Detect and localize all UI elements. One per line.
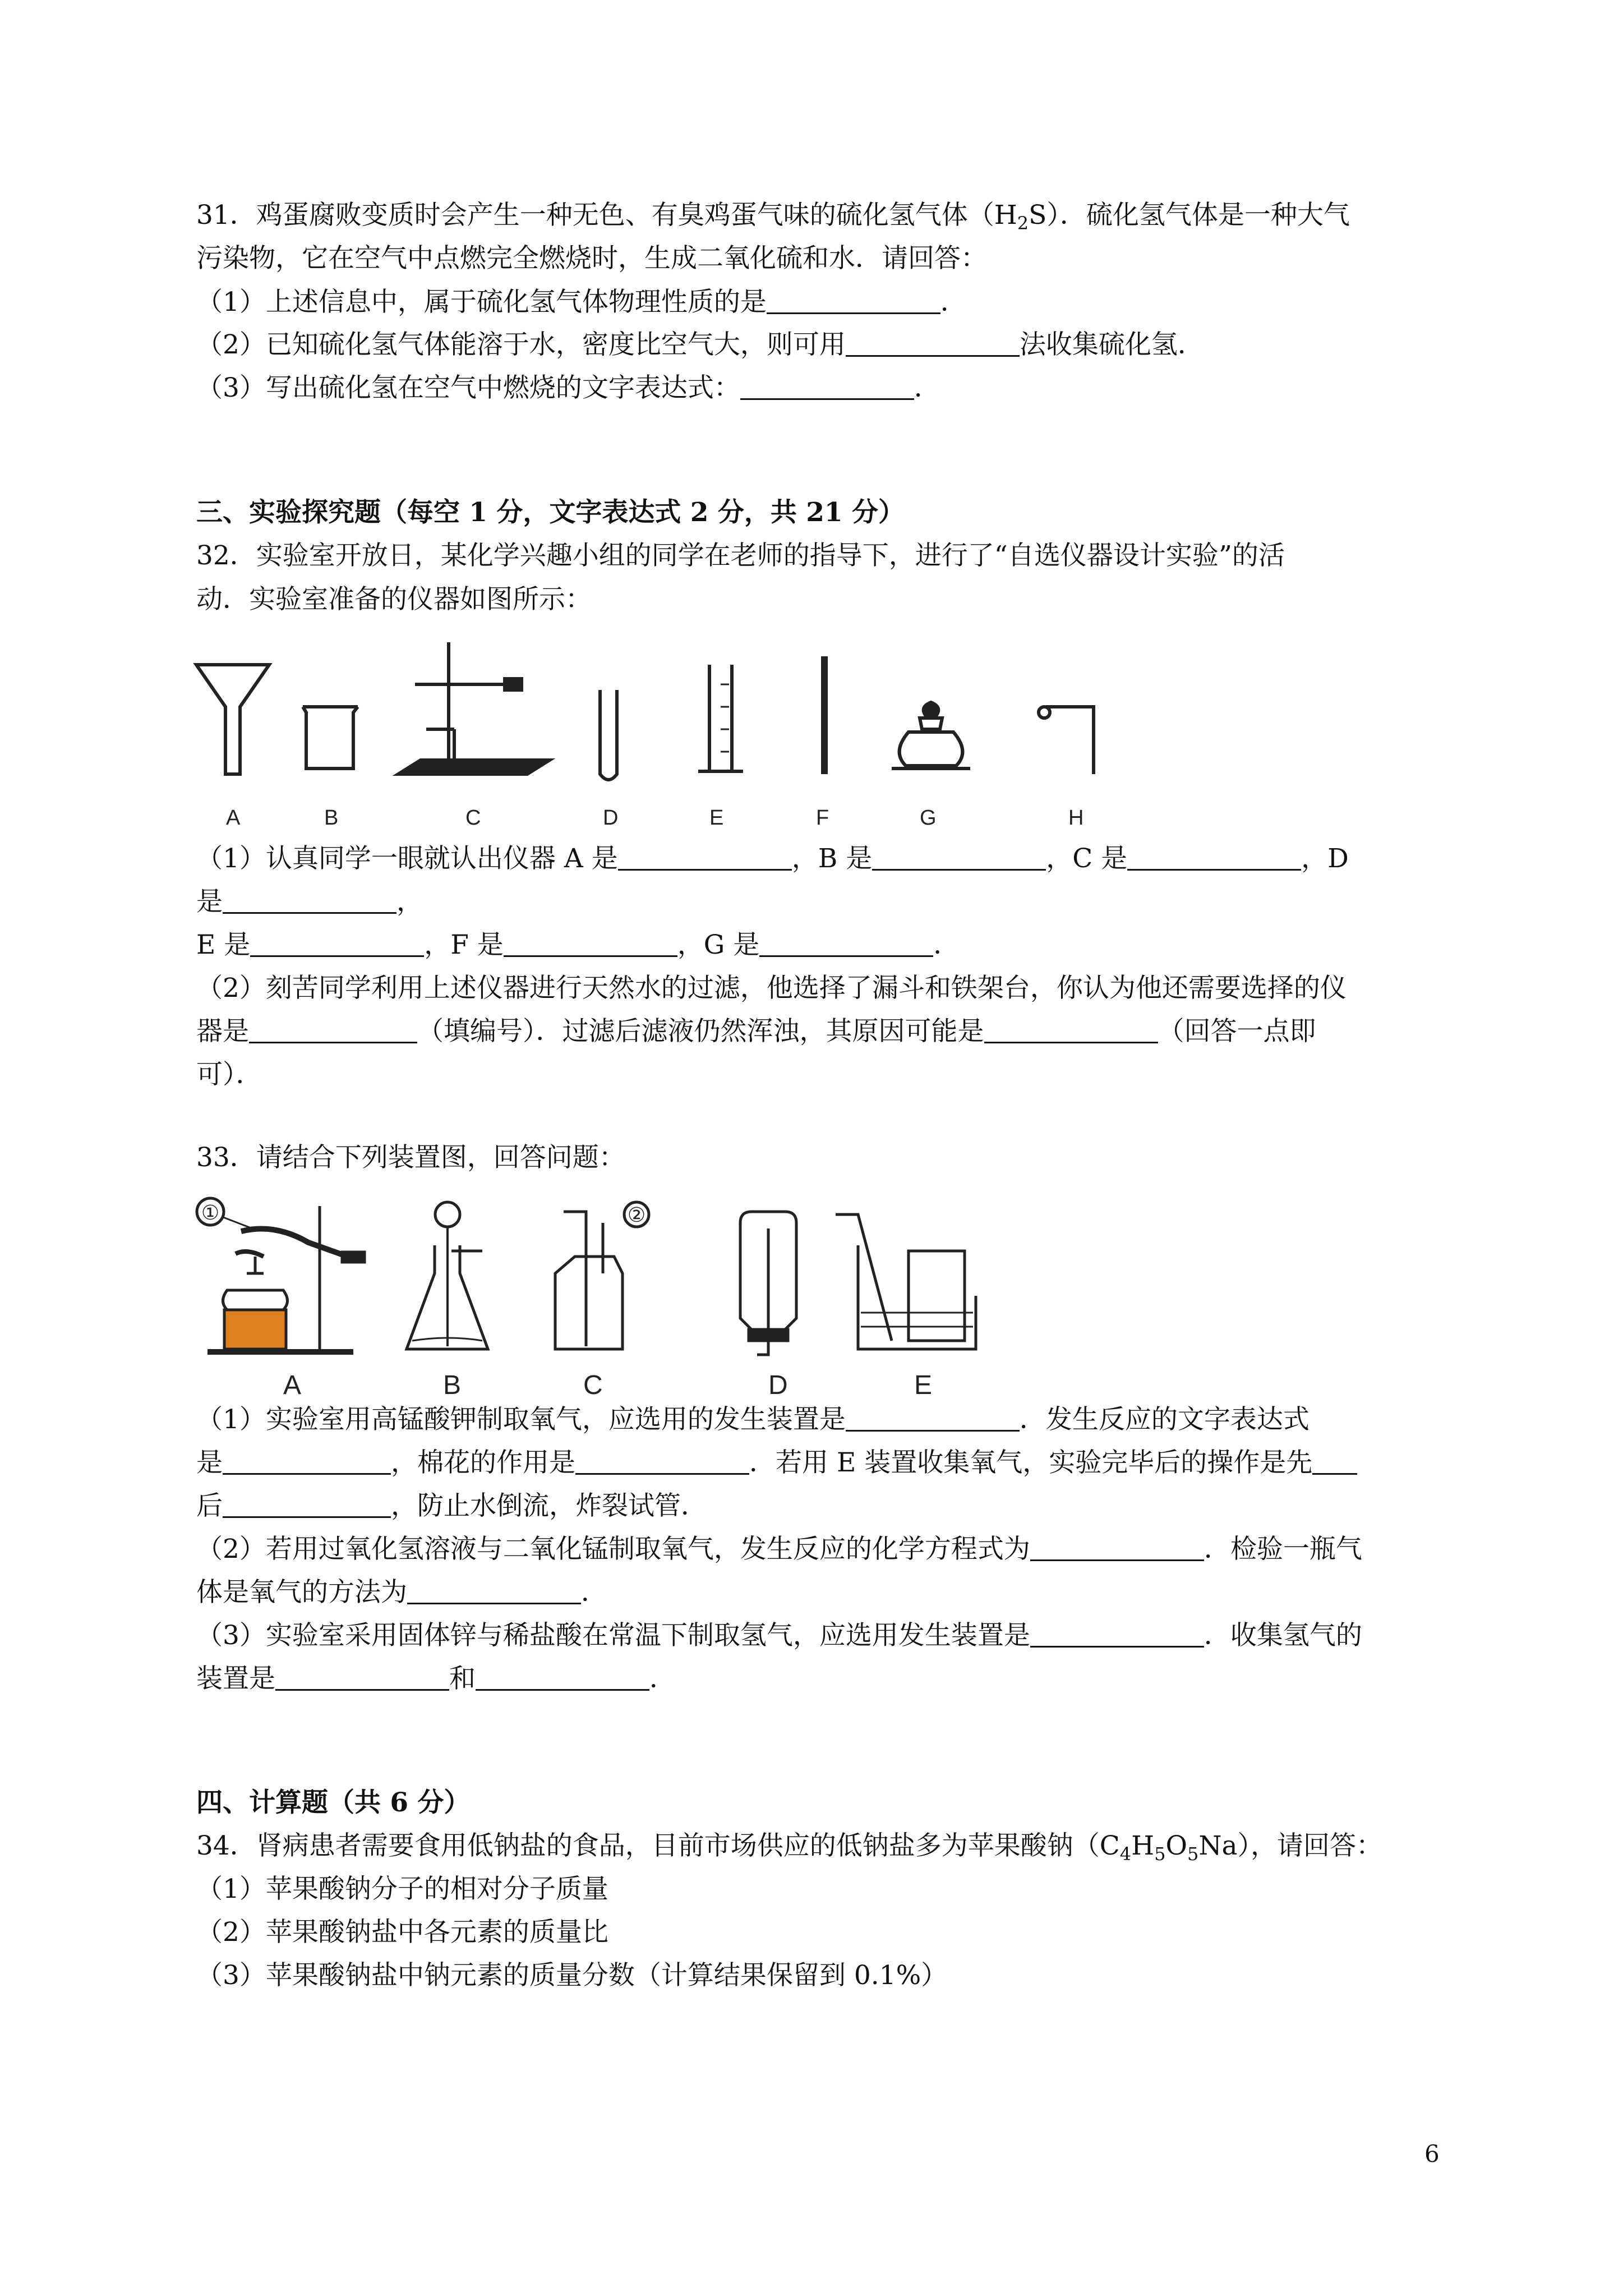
apparatus-figure bbox=[191, 1189, 1004, 1402]
q31-part1-text: （1）上述信息中，属于硫化氢气体物理性质的是 bbox=[196, 287, 767, 318]
instrument-figure bbox=[191, 634, 1144, 836]
q34-part3: （3）苹果酸钠盐中钠元素的质量分数（计算结果保留到 0.1%） bbox=[196, 1960, 948, 1991]
q33-part3-line1 bbox=[196, 1619, 1362, 1652]
q31-line1 bbox=[196, 199, 1350, 240]
q33-text: ，棉花的作用是 bbox=[391, 1447, 575, 1478]
formula-o: O bbox=[1165, 1830, 1188, 1861]
page-number: 6 bbox=[1424, 2140, 1440, 2168]
water-trough-icon bbox=[836, 1214, 976, 1349]
q33-text: ．检验一瓶气 bbox=[1204, 1534, 1362, 1565]
label-b: B bbox=[443, 1370, 462, 1400]
q33-line1: 33．请结合下列装置图，回答问题： bbox=[196, 1142, 625, 1173]
q32-text: （1）认真同学一眼就认出仪器 A 是 bbox=[196, 843, 618, 874]
punct: ． bbox=[649, 1663, 676, 1694]
q32-text: （回答一点即 bbox=[1158, 1016, 1316, 1047]
punct: ． bbox=[581, 1577, 607, 1608]
q31-text: S）．硫化氢气体是一种大气 bbox=[1029, 200, 1350, 231]
test-tube-icon bbox=[600, 690, 617, 780]
q33-text: ．发生反应的文字表达式 bbox=[1019, 1404, 1310, 1435]
q32-part1-line2 bbox=[196, 886, 423, 918]
answer-blank[interactable] bbox=[740, 372, 914, 400]
answer-blank[interactable] bbox=[846, 329, 1020, 357]
q33-text: 后 bbox=[196, 1490, 223, 1521]
q31-part3 bbox=[196, 372, 940, 404]
q33-text: ．若用 E 装置收集氧气，实验完毕后的操作是先 bbox=[749, 1447, 1313, 1478]
q32-text: ，B 是 bbox=[791, 843, 873, 874]
heating-apparatus-icon bbox=[197, 1198, 365, 1352]
q32-text: 是 bbox=[196, 886, 223, 917]
q32-text: ，F 是 bbox=[424, 930, 504, 960]
q32-text: ，D bbox=[1301, 843, 1349, 874]
q32-part1-line3 bbox=[196, 929, 960, 961]
inverted-bottle-icon bbox=[740, 1212, 796, 1355]
label-c: C bbox=[465, 806, 481, 830]
q33-text: （1）实验室用高锰酸钾制取氧气，应选用的发生装置是 bbox=[196, 1404, 846, 1435]
subscript: 5 bbox=[1154, 1843, 1166, 1865]
q33-text: 是 bbox=[196, 1447, 223, 1478]
answer-blank[interactable] bbox=[767, 287, 940, 314]
subscript: 4 bbox=[1119, 1843, 1132, 1865]
q32-text: 器是 bbox=[196, 1016, 249, 1047]
alcohol-lamp-icon bbox=[892, 702, 970, 769]
answer-blank[interactable] bbox=[759, 930, 933, 957]
label-e: E bbox=[914, 1370, 933, 1400]
q33-text: 和 bbox=[449, 1663, 476, 1694]
label-g: G bbox=[920, 806, 937, 830]
q31-part3-text: （3）写出硫化氢在空气中燃烧的文字表达式： bbox=[196, 372, 740, 403]
q32-line1: 32．实验室开放日，某化学兴趣小组的同学在老师的指导下，进行了“自选仪器设计实验”的活 bbox=[196, 540, 1285, 571]
answer-blank[interactable] bbox=[223, 886, 396, 914]
q33-part1-line3 bbox=[196, 1490, 707, 1522]
answer-blank[interactable] bbox=[575, 1447, 749, 1475]
subscript: 5 bbox=[1187, 1843, 1199, 1865]
q32-part2-line3: 可）． bbox=[196, 1059, 262, 1090]
q33-text: ．收集氢气的 bbox=[1204, 1620, 1362, 1651]
q32-line2: 动．实验室准备的仪器如图所示： bbox=[196, 584, 592, 615]
answer-blank[interactable] bbox=[1127, 843, 1301, 871]
q34-text: 34．肾病患者需要食用低钠盐的食品，目前市场供应的低钠盐多为苹果酸钠（C bbox=[196, 1830, 1120, 1861]
formula-h: H bbox=[1131, 1830, 1155, 1861]
q32-text: ，C 是 bbox=[1046, 843, 1128, 874]
q31-text: 31．鸡蛋腐败变质时会产生一种无色、有臭鸡蛋气味的硫化氢气体（H bbox=[196, 200, 1017, 231]
answer-blank[interactable] bbox=[984, 1016, 1158, 1043]
punct: ． bbox=[914, 372, 940, 403]
q34-part1: （1）苹果酸钠分子的相对分子质量 bbox=[196, 1874, 608, 1904]
label-d: D bbox=[603, 806, 619, 830]
q32-text: ，G 是 bbox=[677, 930, 760, 960]
q33-text: 装置是 bbox=[196, 1663, 275, 1694]
q33-text: （3）实验室采用固体锌与稀盐酸在常温下制取氢气，应选用发生装置是 bbox=[196, 1620, 1030, 1651]
q34-part2: （2）苹果酸钠盐中各元素的质量比 bbox=[196, 1917, 608, 1948]
flask-apparatus-icon bbox=[407, 1202, 488, 1349]
answer-blank[interactable] bbox=[1312, 1447, 1357, 1475]
answer-blank[interactable] bbox=[249, 1016, 417, 1043]
q31-line2: 污染物，它在空气中点燃完全燃烧时，生成二氧化硫和水．请回答： bbox=[196, 243, 987, 274]
funnel-icon bbox=[196, 665, 269, 774]
section4-heading: 四、计算题（共 6 分） bbox=[196, 1787, 471, 1818]
q32-text: （填编号）．过滤后滤液仍然浑浊，其原因可能是 bbox=[417, 1016, 984, 1047]
label-b: B bbox=[324, 806, 339, 830]
q31-part2 bbox=[196, 329, 1204, 361]
q32-text: E 是 bbox=[196, 930, 251, 960]
q31-part1 bbox=[196, 286, 967, 319]
q33-part3-line2 bbox=[196, 1663, 676, 1695]
iron-stand-icon bbox=[398, 642, 550, 774]
subscript: 2 bbox=[1017, 213, 1029, 234]
label-e: E bbox=[709, 806, 724, 830]
answer-blank[interactable] bbox=[846, 1404, 1020, 1432]
answer-blank[interactable] bbox=[618, 843, 792, 871]
punct: ． bbox=[940, 287, 967, 318]
q33-part1-line2 bbox=[196, 1447, 1357, 1479]
marker-2: ② bbox=[627, 1203, 646, 1226]
answer-blank[interactable] bbox=[250, 930, 424, 957]
answer-blank[interactable] bbox=[223, 1490, 391, 1518]
label-a: A bbox=[283, 1370, 302, 1400]
q31-part2-text: （2）已知硫化氢气体能溶于水，密度比空气大，则可用 bbox=[196, 329, 846, 360]
gas-washing-bottle-icon bbox=[555, 1202, 649, 1349]
q32-part2-line2 bbox=[196, 1015, 1316, 1048]
punct: ． bbox=[933, 930, 960, 960]
q33-part1-line1 bbox=[196, 1404, 1310, 1436]
answer-blank[interactable] bbox=[504, 930, 677, 957]
q33-text: （2）若用过氧化氢溶液与二氧化锰制取氧气，发生反应的化学方程式为 bbox=[196, 1534, 1030, 1565]
q33-part2-line2 bbox=[196, 1576, 607, 1609]
q32-part2-line1: （2）刻苦同学利用上述仪器进行天然水的过滤，他选择了漏斗和铁架台，你认为他还需要选择的仪 bbox=[196, 973, 1347, 1004]
q34-text: Na），请回答： bbox=[1198, 1830, 1383, 1861]
label-c: C bbox=[583, 1370, 603, 1400]
bent-glass-tube-icon bbox=[1039, 707, 1094, 774]
section3-heading: 三、实验探究题（每空 1 分，文字表达式 2 分，共 21 分） bbox=[196, 497, 905, 528]
q32-part1-line1 bbox=[196, 843, 1349, 875]
answer-blank[interactable] bbox=[1030, 1620, 1204, 1648]
q32-text: ， bbox=[396, 886, 423, 917]
answer-blank[interactable] bbox=[476, 1663, 649, 1691]
answer-blank[interactable] bbox=[223, 1447, 391, 1475]
graduated-cylinder-icon bbox=[698, 665, 743, 771]
label-f: F bbox=[816, 806, 829, 830]
q33-text: ，防止水倒流，炸裂试管． bbox=[391, 1490, 707, 1521]
q34-line1 bbox=[196, 1830, 1382, 1870]
marker-1: ① bbox=[201, 1201, 220, 1224]
answer-blank[interactable] bbox=[275, 1663, 449, 1691]
q31-part2-end: 法收集硫化氢． bbox=[1019, 329, 1204, 360]
label-d: D bbox=[768, 1370, 788, 1400]
q33-part2-line1 bbox=[196, 1533, 1362, 1566]
answer-blank[interactable] bbox=[872, 843, 1046, 871]
q33-text: 体是氧气的方法为 bbox=[196, 1577, 407, 1608]
label-a: A bbox=[226, 806, 241, 830]
beaker-icon bbox=[303, 707, 358, 769]
answer-blank[interactable] bbox=[407, 1577, 581, 1604]
label-h: H bbox=[1068, 806, 1084, 830]
answer-blank[interactable] bbox=[1030, 1534, 1204, 1561]
